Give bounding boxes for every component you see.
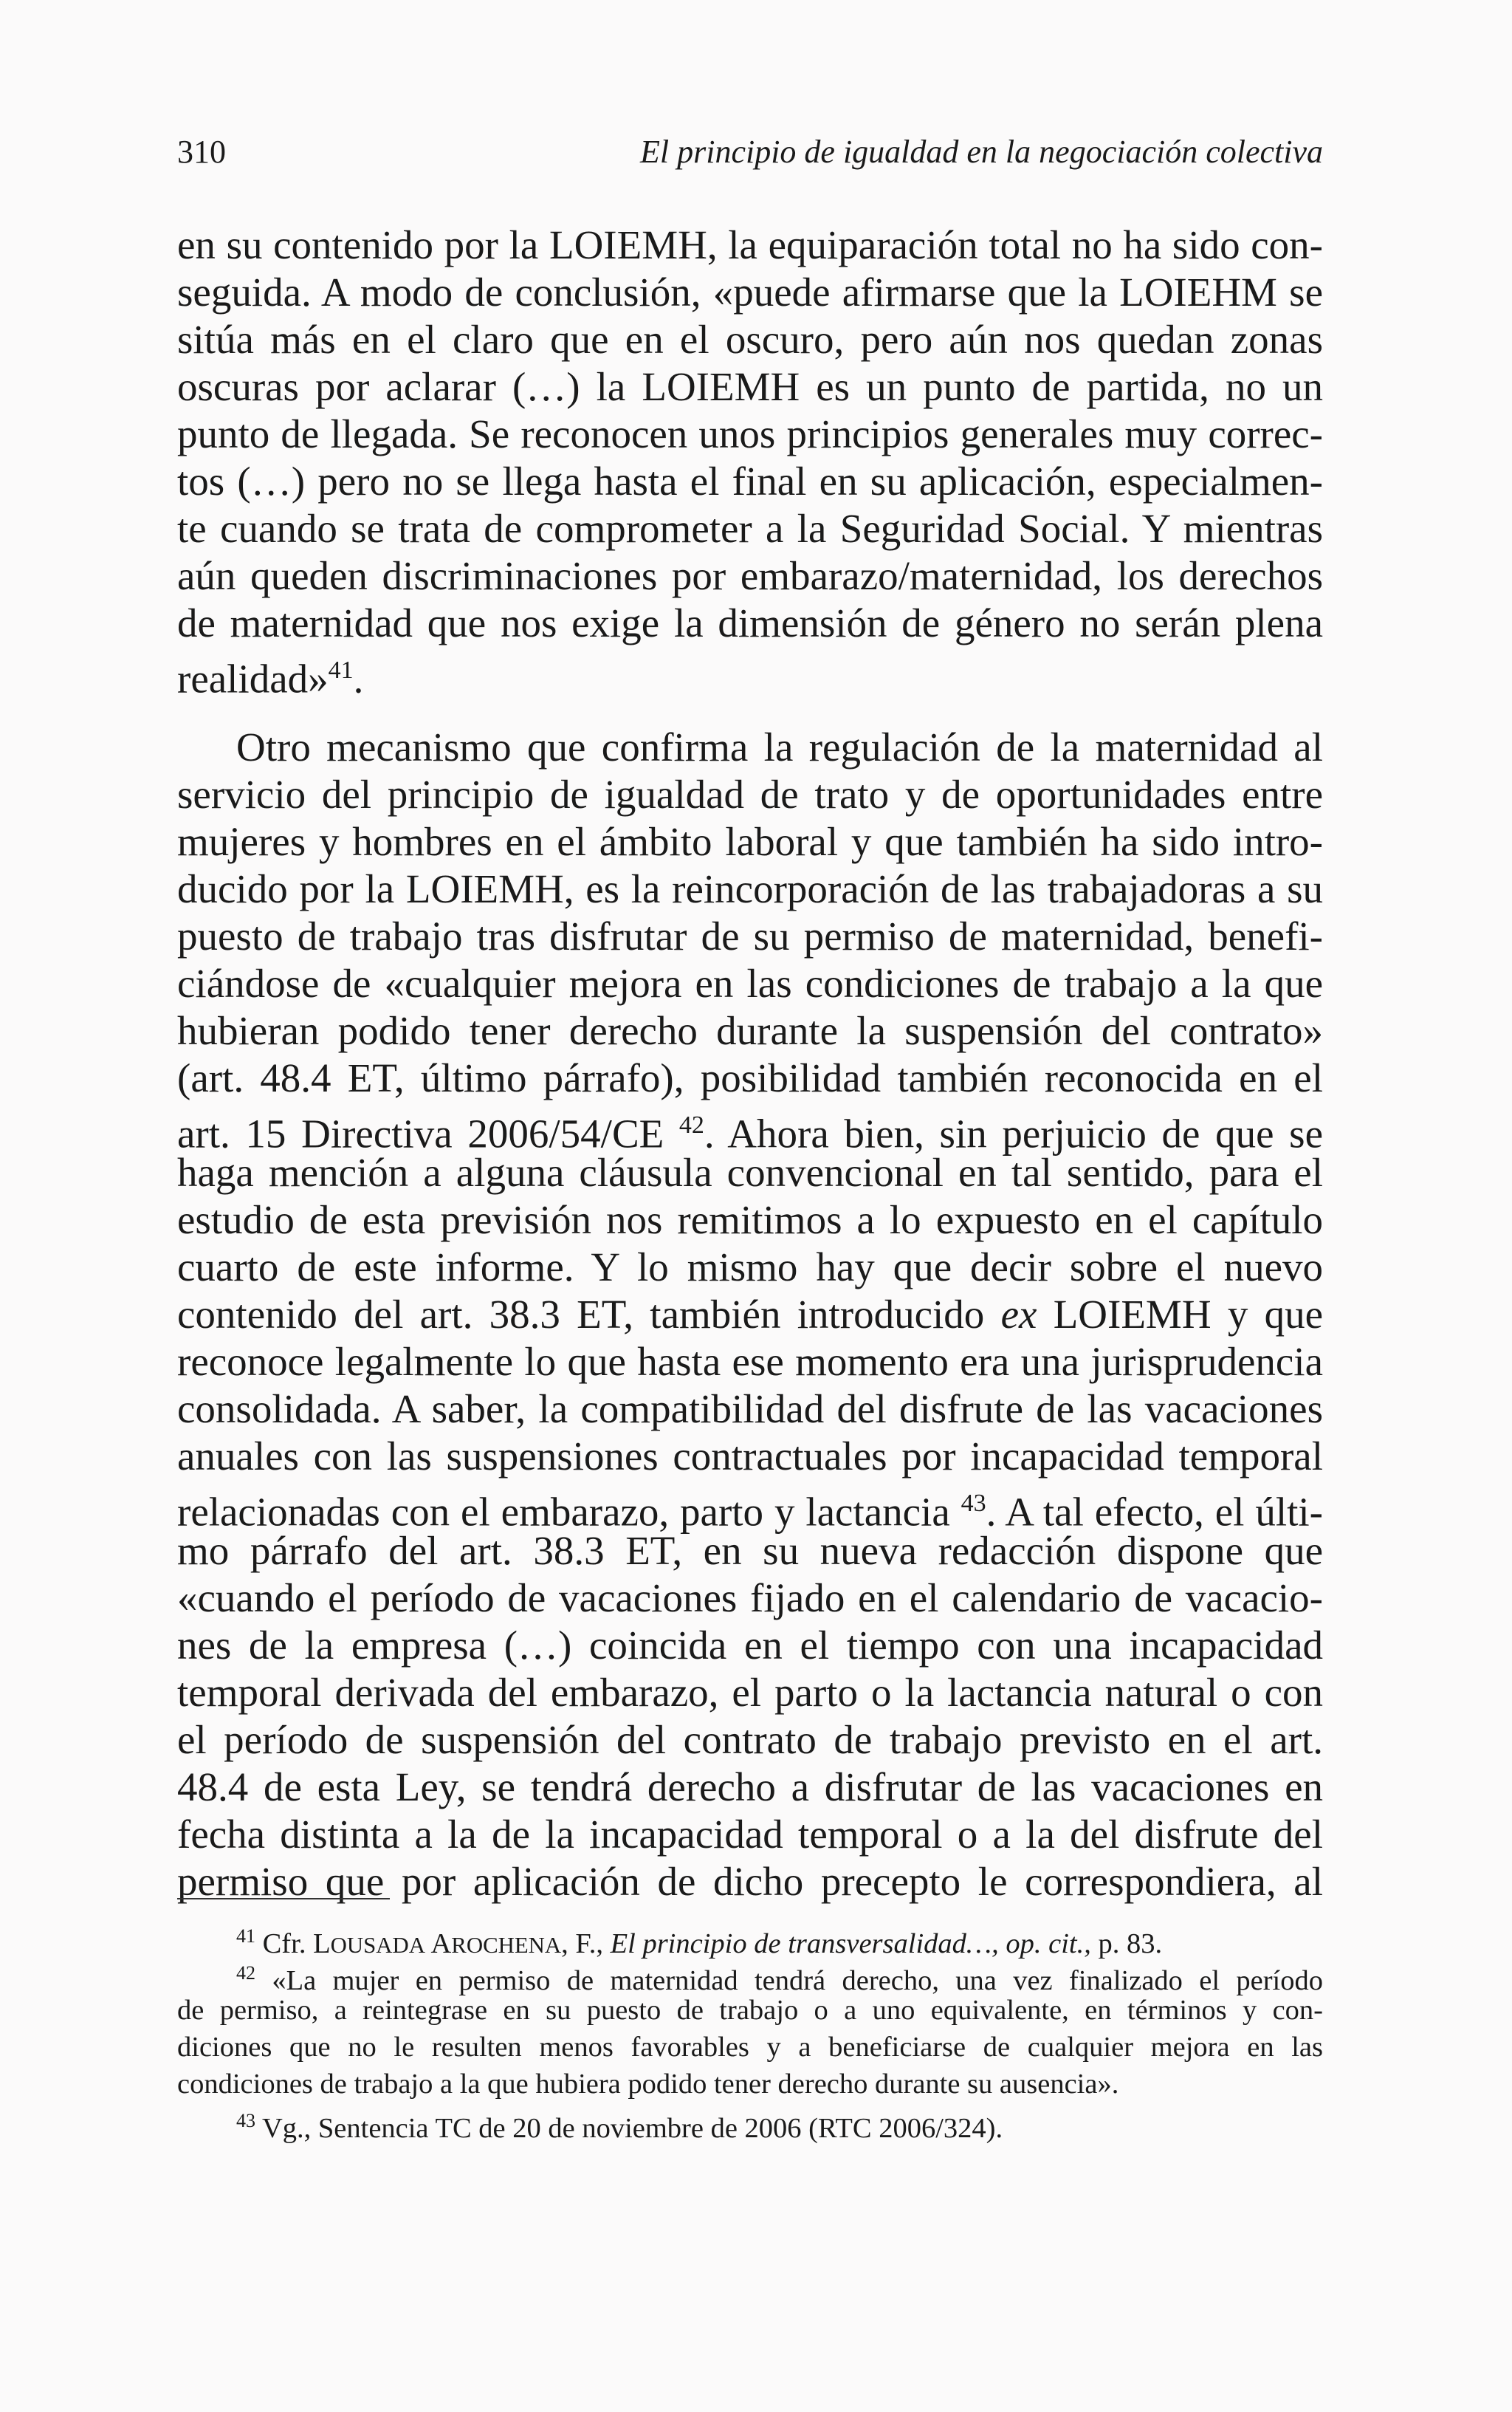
footnote-42-line: condiciones de trabajo a la que hubiera podido tener derecho durante su ausencia». [177,2069,1119,2100]
body-line: realidad»$^{41}$. [177,656,364,702]
footnote-43: $^{43}$ Vg., Sentencia TC de 20 de noviembre de 2006 (RTC 2006/324). [236,2110,1003,2144]
footnote-42-line: diciones que no le resulten menos favorables y a beneficiarse de cualquier mejora en las [177,2032,1323,2063]
body-line: ciándose de «cualquier mejora en las condiciones de trabajo a la que [177,961,1323,1006]
page-number: 310 [177,134,226,170]
footnote-ref-43: 43 [961,1490,986,1517]
body-line: seguida. A modo de conclusión, «puede afirmarse que la LOIEHM se [177,270,1323,315]
body-line: contenido del art. 38.3 ET, también introducido ex LOIEMH y que [177,1292,1324,1337]
body-line: art. 15 Directiva 2006/54/CE $^{42}$. Ahora bien, sin perjuicio de que se [177,1111,1323,1157]
footnote-separator [177,1898,390,1899]
body-line: (art. 48.4 ET, último párrafo), posibilidad también reconocida en el [177,1055,1323,1100]
body-line: de maternidad que nos exige la dimensión de género no serán plena [177,600,1323,645]
body-line: consolidada. A saber, la compatibilidad del disfrute de las vacaciones [177,1386,1323,1431]
footnote-ref-42: 42 [678,1111,704,1139]
body-line: Otro mecanismo que confirma la regulación de la maternidad al [236,724,1323,770]
latin-term: ex [1000,1292,1037,1337]
body-line: sitúa más en el claro que en el oscuro, pero aún nos quedan zonas [177,317,1323,362]
body-line: en su contenido por la LOIEMH, la equiparación total no ha sido con- [177,222,1323,267]
body-line: nes de la empresa (…) coincida en el tiempo con una incapacidad [177,1623,1323,1668]
body-line: punto de llegada. Se reconocen unos principios generales muy correc- [177,411,1323,456]
body-line: oscuras por aclarar (…) la LOIEMH es un punto de partida, no un [177,364,1323,409]
footnote-42-line: $^{42}$ «La mujer en permiso de maternidad tendrá derecho, una vez finalizado el período [236,1962,1323,1996]
footnote-41: $^{41}$ Cfr. LOUSADA AROCHENA, F., El principio de transversalidad…, op. cit., p. 83. [236,1925,1163,1959]
body-line: mujeres y hombres en el ámbito laboral y que también ha sido intro- [177,819,1323,864]
body-line: mo párrafo del art. 38.3 ET, en su nueva redacción dispone que [177,1528,1323,1573]
body-line: aún queden discriminaciones por embarazo/maternidad, los derechos [177,553,1323,598]
body-line: servicio del principio de igualdad de trato y de oportunidades entre [177,772,1323,817]
body-line: estudio de esta previsión nos remitimos a lo expuesto en el capítulo [177,1197,1323,1242]
body-line: 48.4 de esta Ley, se tendrá derecho a disfrutar de las vacaciones en [177,1764,1323,1809]
body-line: relacionadas con el embarazo, parto y lactancia $^{43}$. A tal efecto, el últi- [177,1489,1323,1535]
footnote-42-line: de permiso, a reintegrase en su puesto de trabajo o a uno equivalente, en términos y con- [177,1995,1323,2026]
body-line: el período de suspensión del contrato de trabajo previsto en el art. [177,1717,1323,1762]
body-line: temporal derivada del embarazo, el parto o la lactancia natural o con [177,1670,1323,1715]
running-title: El principio de igualdad en la negociación colectiva [640,134,1323,170]
body-line: cuarto de este informe. Y lo mismo hay que decir sobre el nuevo [177,1244,1323,1289]
body-line: reconoce legalmente lo que hasta ese momento era una jurisprudencia [177,1339,1323,1384]
footnote-ref-41: 41 [328,657,354,684]
body-line: haga mención a alguna cláusula convencional en tal sentido, para el [177,1150,1323,1195]
body-line: fecha distinta a la de la incapacidad temporal o a la del disfrute del [177,1812,1323,1857]
body-line: permiso que por aplicación de dicho precepto le correspondiera, al [177,1859,1323,1904]
body-line: hubieran podido tener derecho durante la suspensión del contrato» [177,1008,1323,1053]
body-line: tos (…) pero no se llega hasta el final en su aplicación, especialmen- [177,459,1323,504]
body-line: puesto de trabajo tras disfrutar de su permiso de maternidad, benefi- [177,914,1323,959]
body-line: ducido por la LOIEMH, es la reincorporación de las trabajadoras a su [177,866,1323,911]
body-line: «cuando el período de vacaciones fijado en el calendario de vacacio- [177,1575,1323,1620]
body-line: te cuando se trata de comprometer a la Seguridad Social. Y mientras [177,506,1323,551]
body-line: anuales con las suspensiones contractuales por incapacidad temporal [177,1433,1323,1479]
